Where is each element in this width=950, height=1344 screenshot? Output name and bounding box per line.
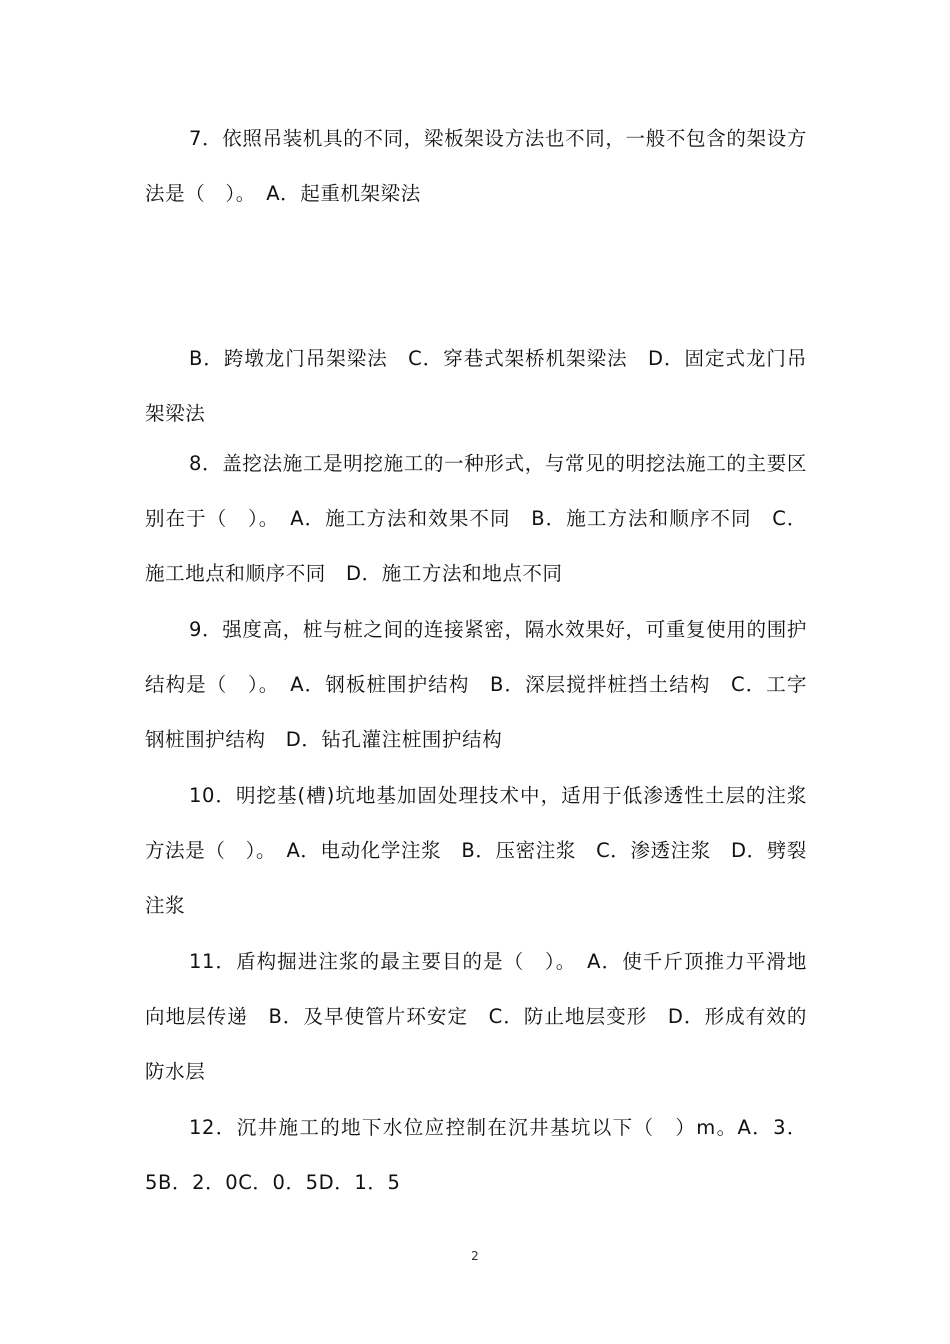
question-8: 8．盖挖法施工是明挖施工的一种形式，与常见的明挖法施工的主要区别在于（ ）。 A．施工方法和效果不同 B．施工方法和顺序不同 C．施工地点和顺序不同 D．施工方法和地点不同 <box>145 452 807 585</box>
question-12: 12．沉井施工的地下水位应控制在沉井基坑以下（ ）m。A．3．5B．2．0C．0．5D．1．5 <box>145 1116 807 1194</box>
question-7-options: B．跨墩龙门吊架梁法 C．穿巷式架桥机架梁法 D．固定式龙门吊架梁法 <box>145 347 807 425</box>
question-10: 10．明挖基(槽)坑地基加固处理技术中，适用于低渗透性土层的注浆方法是（ ）。 A．电动化学注浆 B．压密注浆 C．渗透注浆 D．劈裂注浆 <box>145 784 807 917</box>
page-number: 2 <box>471 1249 479 1263</box>
question-11: 11．盾构掘进注浆的最主要目的是（ ）。 A．使千斤顶推力平滑地向地层传递 B．及早使管片环安定 C．防止地层变形 D．形成有效的防水层 <box>145 950 807 1083</box>
question-7: 7．依照吊装机具的不同，梁板架设方法也不同，一般不包含的架设方法是（ ）。 A．起重机架梁法 <box>145 127 807 205</box>
question-9: 9．强度高，桩与桩之间的连接紧密，隔水效果好，可重复使用的围护结构是（ ）。 A．钢板桩围护结构 B．深层搅拌桩挡土结构 C．工字钢桩围护结构 D．钻孔灌注桩围护结构 <box>145 618 807 751</box>
